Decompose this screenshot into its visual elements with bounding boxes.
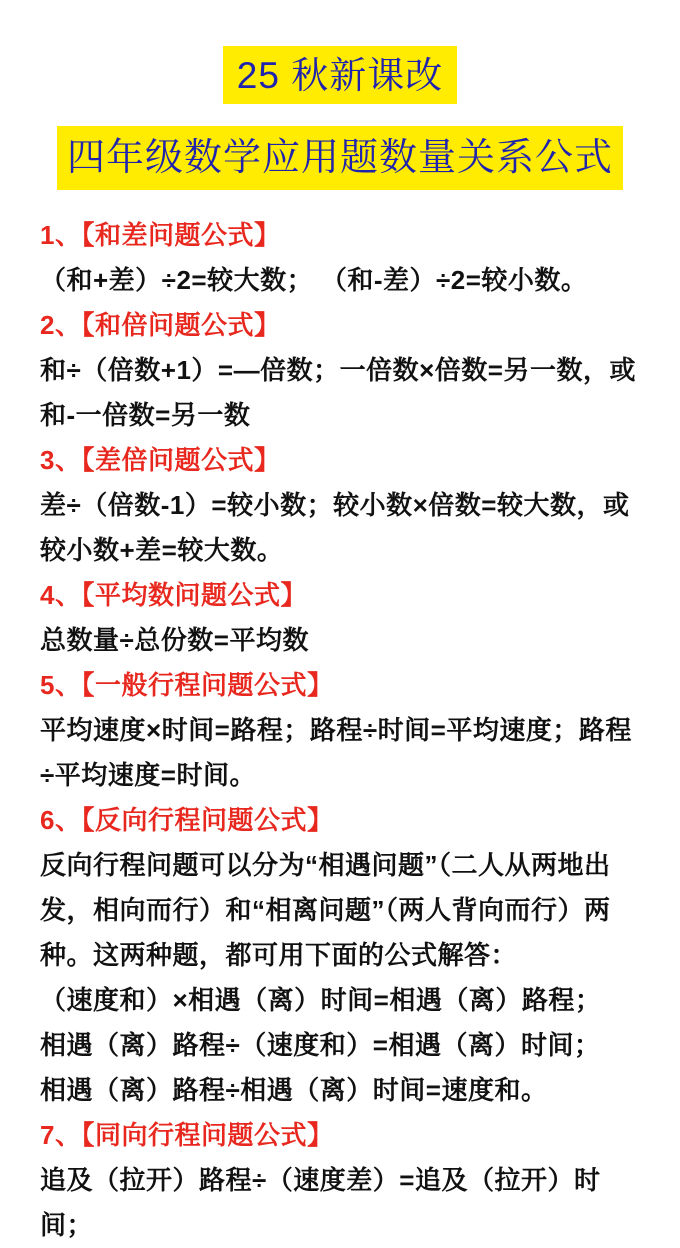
section-heading: 2、【和倍问题公式】 <box>40 310 281 340</box>
formula-line: 平均速度×时间=路程；路程÷时间=平均速度；路程÷平均速度=时间。 <box>40 715 632 790</box>
formula-section <box>40 1113 642 1248</box>
page-title: 25 秋新课改 <box>223 46 457 104</box>
document-header <box>0 0 680 104</box>
formula-section <box>40 303 642 438</box>
formula-section <box>40 213 642 303</box>
formula-section <box>40 798 642 1113</box>
formula-line: 相遇（离）路程÷（速度和）=相遇（离）时间； <box>40 1030 601 1060</box>
formula-section <box>40 663 642 798</box>
section-heading: 4、【平均数问题公式】 <box>40 580 307 610</box>
formula-line: 总数量÷总份数=平均数 <box>40 625 309 655</box>
formula-line: 和÷（倍数+1）=—倍数；一倍数×倍数=另一数，或和-一倍数=另一数 <box>40 355 636 430</box>
formula-line: 反向行程问题可以分为“相遇问题”（二人从两地出发，相向而行）和“相离问题”（两人背向而行）两种。这两种题，都可用下面的公式解答： <box>40 850 611 970</box>
formula-section <box>40 573 642 663</box>
formula-section <box>40 438 642 573</box>
section-heading: 6、【反向行程问题公式】 <box>40 805 334 835</box>
page-subtitle: 四年级数学应用题数量关系公式 <box>57 126 623 190</box>
formula-line: 差÷（倍数-1）=较小数；较小数×倍数=较大数，或较小数+差=较大数。 <box>40 490 630 565</box>
section-heading: 5、【一般行程问题公式】 <box>40 670 334 700</box>
section-heading: 7、【同向行程问题公式】 <box>40 1120 334 1150</box>
formula-sections <box>40 213 642 1248</box>
document-subheader <box>0 126 680 190</box>
formula-line: （和+差）÷2=较大数； （和-差）÷2=较小数。 <box>40 265 588 295</box>
section-heading: 1、【和差问题公式】 <box>40 220 281 250</box>
section-heading: 3、【差倍问题公式】 <box>40 445 281 475</box>
formula-line: 追及（拉开）路程÷（速度差）=追及（拉开）时间； <box>40 1165 601 1240</box>
formula-line: 相遇（离）路程÷相遇（离）时间=速度和。 <box>40 1075 548 1105</box>
formula-line: （速度和）×相遇（离）时间=相遇（离）路程； <box>40 985 602 1015</box>
